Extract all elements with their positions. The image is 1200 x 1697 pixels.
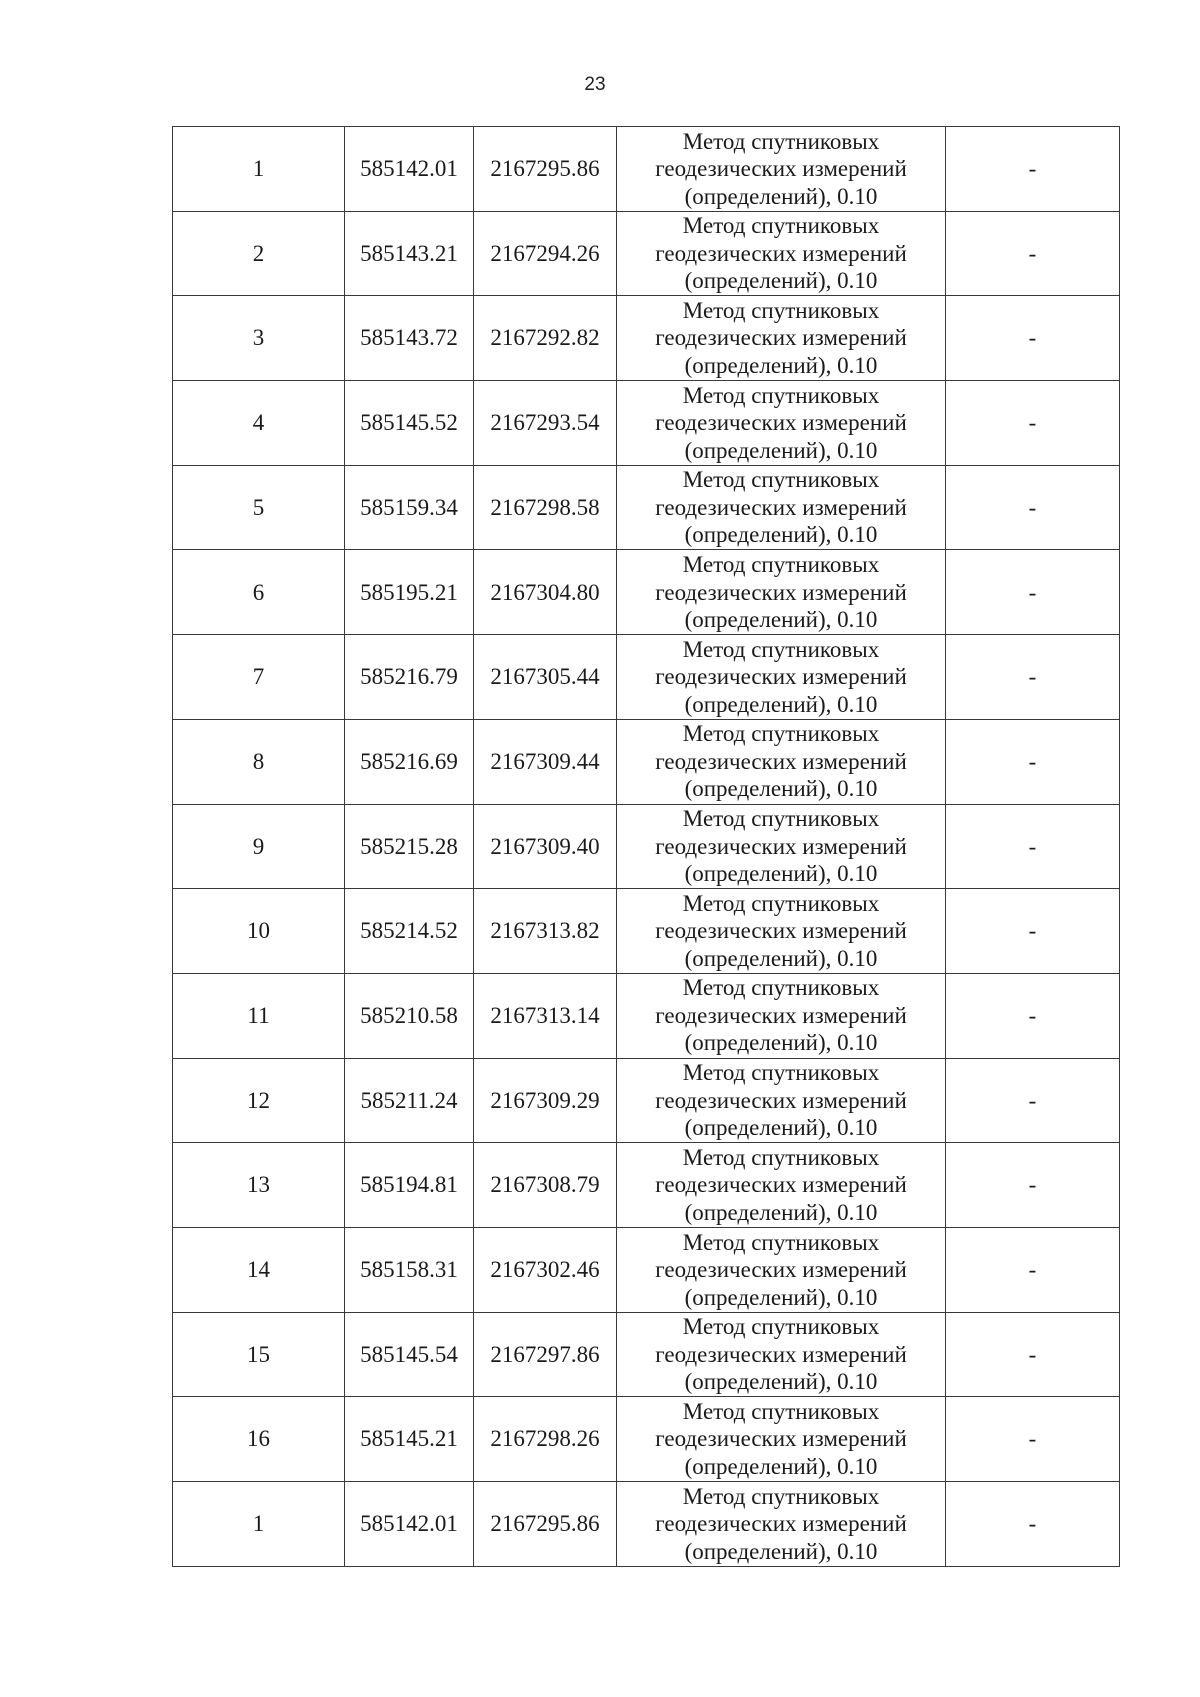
table-row bbox=[173, 1143, 1120, 1228]
method-line: (определений), 0.10 bbox=[684, 861, 878, 887]
y-coordinate-cell: 2167292.82 bbox=[474, 296, 617, 381]
method-line: (определений), 0.10 bbox=[684, 1284, 878, 1310]
method-line: (определений), 0.10 bbox=[684, 1538, 878, 1564]
note-cell: - bbox=[946, 889, 1120, 974]
method-line: (определений), 0.10 bbox=[684, 352, 878, 378]
x-coordinate-cell: 585142.01 bbox=[345, 127, 474, 212]
method-cell bbox=[617, 381, 946, 466]
method-line: Метод спутниковых bbox=[682, 1314, 880, 1340]
method-line: геодезических измерений bbox=[655, 579, 907, 605]
y-coordinate-cell: 2167294.26 bbox=[474, 211, 617, 296]
point-number-cell: 13 bbox=[173, 1143, 345, 1228]
point-number-cell: 9 bbox=[173, 804, 345, 889]
x-coordinate-cell: 585216.69 bbox=[345, 719, 474, 804]
note-cell: - bbox=[946, 635, 1120, 720]
note-cell: - bbox=[946, 296, 1120, 381]
method-line: геодезических измерений bbox=[655, 918, 907, 944]
y-coordinate-cell: 2167313.82 bbox=[474, 889, 617, 974]
table-row bbox=[173, 635, 1120, 720]
note-cell: - bbox=[946, 550, 1120, 635]
x-coordinate-cell: 585194.81 bbox=[345, 1143, 474, 1228]
y-coordinate-cell: 2167295.86 bbox=[474, 127, 617, 212]
method-line: геодезических измерений bbox=[655, 664, 907, 690]
method-line: геодезических измерений bbox=[655, 410, 907, 436]
point-number-cell: 5 bbox=[173, 465, 345, 550]
y-coordinate-cell: 2167309.40 bbox=[474, 804, 617, 889]
method-line: (определений), 0.10 bbox=[684, 1115, 878, 1141]
method-line: геодезических измерений bbox=[655, 325, 907, 351]
note-cell: - bbox=[946, 381, 1120, 466]
table-row bbox=[173, 127, 1120, 212]
x-coordinate-cell: 585159.34 bbox=[345, 465, 474, 550]
method-cell bbox=[617, 973, 946, 1058]
x-coordinate-cell: 585211.24 bbox=[345, 1058, 474, 1143]
point-number-cell: 15 bbox=[173, 1312, 345, 1397]
point-number-cell: 11 bbox=[173, 973, 345, 1058]
x-coordinate-cell: 585145.54 bbox=[345, 1312, 474, 1397]
method-cell bbox=[617, 1312, 946, 1397]
table-row bbox=[173, 1312, 1120, 1397]
table-row bbox=[173, 211, 1120, 296]
method-line: (определений), 0.10 bbox=[684, 522, 878, 548]
table-row bbox=[173, 973, 1120, 1058]
point-number-cell: 12 bbox=[173, 1058, 345, 1143]
coordinates-table-body bbox=[173, 127, 1120, 1567]
method-line: геодезических измерений bbox=[655, 1426, 907, 1452]
point-number-cell: 1 bbox=[173, 127, 345, 212]
note-cell: - bbox=[946, 127, 1120, 212]
method-cell bbox=[617, 127, 946, 212]
table-row bbox=[173, 1397, 1120, 1482]
method-line: Метод спутниковых bbox=[682, 552, 880, 578]
x-coordinate-cell: 585143.21 bbox=[345, 211, 474, 296]
method-line: Метод спутниковых bbox=[682, 636, 880, 662]
y-coordinate-cell: 2167293.54 bbox=[474, 381, 617, 466]
coordinates-table bbox=[172, 126, 1120, 1567]
method-cell bbox=[617, 1058, 946, 1143]
method-line: геодезических измерений bbox=[655, 494, 907, 520]
method-line: геодезических измерений bbox=[655, 1172, 907, 1198]
table-row bbox=[173, 1482, 1120, 1567]
x-coordinate-cell: 585143.72 bbox=[345, 296, 474, 381]
note-cell: - bbox=[946, 719, 1120, 804]
note-cell: - bbox=[946, 1397, 1120, 1482]
note-cell: - bbox=[946, 211, 1120, 296]
y-coordinate-cell: 2167304.80 bbox=[474, 550, 617, 635]
method-line: Метод спутниковых bbox=[682, 213, 880, 239]
x-coordinate-cell: 585145.21 bbox=[345, 1397, 474, 1482]
table-row bbox=[173, 465, 1120, 550]
method-cell bbox=[617, 1227, 946, 1312]
method-line: (определений), 0.10 bbox=[684, 607, 878, 633]
method-line: Метод спутниковых bbox=[682, 297, 880, 323]
method-line: Метод спутниковых bbox=[682, 806, 880, 832]
method-line: (определений), 0.10 bbox=[684, 1030, 878, 1056]
point-number-cell: 1 bbox=[173, 1482, 345, 1567]
table-row bbox=[173, 719, 1120, 804]
method-line: Метод спутниковых bbox=[682, 721, 880, 747]
x-coordinate-cell: 585215.28 bbox=[345, 804, 474, 889]
x-coordinate-cell: 585145.52 bbox=[345, 381, 474, 466]
table-row bbox=[173, 804, 1120, 889]
note-cell: - bbox=[946, 804, 1120, 889]
method-line: геодезических измерений bbox=[655, 1087, 907, 1113]
y-coordinate-cell: 2167305.44 bbox=[474, 635, 617, 720]
x-coordinate-cell: 585216.79 bbox=[345, 635, 474, 720]
point-number-cell: 7 bbox=[173, 635, 345, 720]
method-line: Метод спутниковых bbox=[682, 382, 880, 408]
method-cell bbox=[617, 719, 946, 804]
y-coordinate-cell: 2167309.29 bbox=[474, 1058, 617, 1143]
method-line: (определений), 0.10 bbox=[684, 268, 878, 294]
method-line: (определений), 0.10 bbox=[684, 1453, 878, 1479]
note-cell: - bbox=[946, 973, 1120, 1058]
method-cell bbox=[617, 296, 946, 381]
y-coordinate-cell: 2167298.26 bbox=[474, 1397, 617, 1482]
method-cell bbox=[617, 1397, 946, 1482]
method-line: геодезических измерений bbox=[655, 240, 907, 266]
x-coordinate-cell: 585158.31 bbox=[345, 1227, 474, 1312]
point-number-cell: 2 bbox=[173, 211, 345, 296]
y-coordinate-cell: 2167309.44 bbox=[474, 719, 617, 804]
method-line: Метод спутниковых bbox=[682, 1229, 880, 1255]
method-cell bbox=[617, 889, 946, 974]
y-coordinate-cell: 2167302.46 bbox=[474, 1227, 617, 1312]
method-line: Метод спутниковых bbox=[682, 1398, 880, 1424]
method-line: геодезических измерений bbox=[655, 748, 907, 774]
method-line: геодезических измерений bbox=[655, 156, 907, 182]
point-number-cell: 4 bbox=[173, 381, 345, 466]
method-cell bbox=[617, 550, 946, 635]
point-number-cell: 16 bbox=[173, 1397, 345, 1482]
x-coordinate-cell: 585214.52 bbox=[345, 889, 474, 974]
method-line: (определений), 0.10 bbox=[684, 945, 878, 971]
point-number-cell: 6 bbox=[173, 550, 345, 635]
method-line: Метод спутниковых bbox=[682, 128, 880, 154]
method-line: Метод спутниковых bbox=[682, 1060, 880, 1086]
method-line: Метод спутниковых bbox=[682, 975, 880, 1001]
method-cell bbox=[617, 804, 946, 889]
method-line: геодезических измерений bbox=[655, 1002, 907, 1028]
point-number-cell: 14 bbox=[173, 1227, 345, 1312]
page-number: 23 bbox=[584, 74, 606, 95]
method-line: геодезических измерений bbox=[655, 1257, 907, 1283]
method-line: (определений), 0.10 bbox=[684, 1199, 878, 1225]
method-line: (определений), 0.10 bbox=[684, 776, 878, 802]
table-row bbox=[173, 296, 1120, 381]
method-cell bbox=[617, 465, 946, 550]
table-row bbox=[173, 1058, 1120, 1143]
note-cell: - bbox=[946, 1227, 1120, 1312]
method-line: Метод спутниковых bbox=[682, 1144, 880, 1170]
x-coordinate-cell: 585195.21 bbox=[345, 550, 474, 635]
y-coordinate-cell: 2167313.14 bbox=[474, 973, 617, 1058]
table-row bbox=[173, 1227, 1120, 1312]
method-line: Метод спутниковых bbox=[682, 890, 880, 916]
method-line: (определений), 0.10 bbox=[684, 437, 878, 463]
table-row bbox=[173, 381, 1120, 466]
method-line: геодезических измерений bbox=[655, 833, 907, 859]
x-coordinate-cell: 585210.58 bbox=[345, 973, 474, 1058]
method-line: Метод спутниковых bbox=[682, 467, 880, 493]
point-number-cell: 8 bbox=[173, 719, 345, 804]
x-coordinate-cell: 585142.01 bbox=[345, 1482, 474, 1567]
point-number-cell: 3 bbox=[173, 296, 345, 381]
method-cell bbox=[617, 635, 946, 720]
note-cell: - bbox=[946, 465, 1120, 550]
table-row bbox=[173, 889, 1120, 974]
method-line: (определений), 0.10 bbox=[684, 691, 878, 717]
note-cell: - bbox=[946, 1058, 1120, 1143]
method-line: (определений), 0.10 bbox=[684, 183, 878, 209]
y-coordinate-cell: 2167297.86 bbox=[474, 1312, 617, 1397]
method-cell bbox=[617, 211, 946, 296]
method-line: геодезических измерений bbox=[655, 1511, 907, 1537]
note-cell: - bbox=[946, 1482, 1120, 1567]
note-cell: - bbox=[946, 1143, 1120, 1228]
method-cell bbox=[617, 1482, 946, 1567]
note-cell: - bbox=[946, 1312, 1120, 1397]
y-coordinate-cell: 2167295.86 bbox=[474, 1482, 617, 1567]
method-cell bbox=[617, 1143, 946, 1228]
method-line: Метод спутниковых bbox=[682, 1483, 880, 1509]
method-line: (определений), 0.10 bbox=[684, 1369, 878, 1395]
method-line: геодезических измерений bbox=[655, 1341, 907, 1367]
point-number-cell: 10 bbox=[173, 889, 345, 974]
table-row bbox=[173, 550, 1120, 635]
y-coordinate-cell: 2167308.79 bbox=[474, 1143, 617, 1228]
y-coordinate-cell: 2167298.58 bbox=[474, 465, 617, 550]
